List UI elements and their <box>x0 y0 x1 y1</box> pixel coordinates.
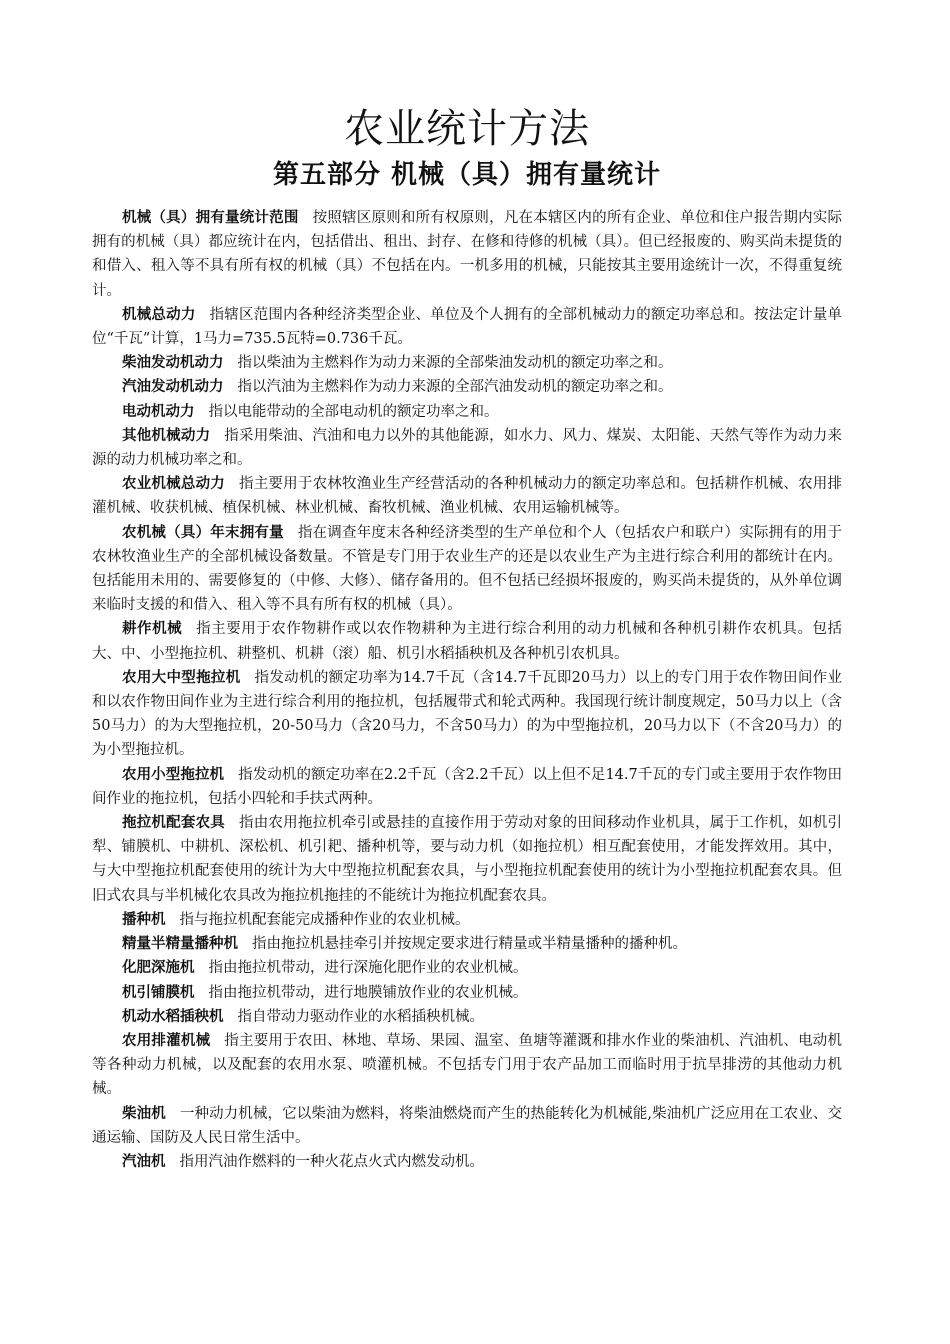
definition-term: 拖拉机配套农具 <box>122 815 225 832</box>
definition-text: 指在调查年度末各种经济类型的生产单位和个人（包括农户和联户）实际拥有的用于农林牧渔业生产的全部机械设备数量。不管是专门用于农业生产的还是以农业生产为主进行综合利用的都统计在内。包括能用未用的、需要修复的（中修、大修）、储存备用的。但不包括已经损坏报废的，购买尚未提货的，从外单位调来临时支援的和借入、租入等不具有所有权的机械（具）。 <box>92 524 843 614</box>
document-title: 农业统计方法 <box>344 106 590 152</box>
definition-entry <box>92 1029 842 1102</box>
definition-text: 指自带动力驱动作业的水稻插秧机械。 <box>237 1008 484 1025</box>
definition-text: 指由拖拉机悬挂牵引并按规定要求进行精量或半精量播种的播种机。 <box>252 936 687 953</box>
definition-text: 指发动机的额定功率为14.7千瓦（含14.7千瓦即20马力）以上的专门用于农作物田间作业和以农作物田间作业为主进行综合利用的拖拉机，包括履带式和轮式两种。我国现行统计制度规定，50马力以上（含50马力）的为大型拖拉机，20-50马力（含20马力，不含50马力）的为中型拖拉机，20马力以下（不含20马力）的为小型拖拉机。 <box>92 669 842 759</box>
definition-term: 汽油机 <box>122 1153 166 1170</box>
definition-term: 机械（具）拥有量统计范围 <box>122 210 299 226</box>
definition-entry <box>92 303 842 351</box>
document-page <box>92 104 842 1174</box>
definition-text: 指以柴油为主燃料作为动力来源的全部柴油发动机的额定功率之和。 <box>237 355 673 372</box>
definition-entry <box>92 932 842 956</box>
definition-term: 汽油发动机动力 <box>122 379 224 396</box>
definition-entry <box>92 351 842 375</box>
definition-term: 机引铺膜机 <box>122 984 195 1001</box>
definition-entry <box>92 811 842 908</box>
definition-text: 指由拖拉机带动，进行深施化肥作业的农业机械。 <box>208 960 528 977</box>
definition-entry <box>92 908 842 932</box>
definition-entry <box>92 617 842 665</box>
definition-term: 耕作机械 <box>122 621 183 638</box>
definition-text: 指以汽油为主燃料作为动力来源的全部汽油发动机的额定功率之和。 <box>237 379 673 396</box>
definition-text: 一种动力机械，它以柴油为燃料，将柴油燃烧而产生的热能转化为机械能,柴油机广泛应用在工农业、交通运输、国防及人民日常生活中。 <box>92 1105 843 1146</box>
definition-text: 指主要用于农田、林地、草场、果园、温室、鱼塘等灌溉和排水作业的柴油机、汽油机、电动机等各种动力机械，以及配套的农用水泵、喷灌机械。不包括专门用于农产品加工而临时用于抗旱排涝的其他动力机械。 <box>92 1032 843 1098</box>
section-heading: 第五部分 机械（具）拥有量统计 <box>272 160 662 190</box>
definition-text: 指主要用于农林牧渔业生产经营活动的各种机械动力的额定功率总和。包括耕作机械、农用排灌机械、收获机械、植保机械、林业机械、畜牧机械、渔业机械、农用运输机械等。 <box>92 476 843 517</box>
definition-term: 机动水稻插秧机 <box>122 1008 224 1025</box>
definition-entry <box>92 375 842 399</box>
definition-list <box>92 206 842 1174</box>
definition-term: 柴油机 <box>122 1105 166 1122</box>
definition-text: 指采用柴油、汽油和电力以外的其他能源，如水力、风力、煤炭、太阳能、天然气等作为动力来源的动力机械功率之和。 <box>92 427 843 469</box>
definition-term: 农业机械总动力 <box>122 476 225 493</box>
definition-term: 农机械（具）年末拥有量 <box>122 524 284 541</box>
definition-entry <box>92 206 842 303</box>
definition-term: 农用排灌机械 <box>122 1032 211 1049</box>
definition-entry <box>92 981 842 1005</box>
definition-term: 精量半精量播种机 <box>122 936 238 953</box>
definition-term: 柴油发动机动力 <box>122 355 224 372</box>
definition-entry <box>92 424 842 472</box>
definition-entry <box>92 472 842 520</box>
definition-entry <box>92 666 842 763</box>
definition-text: 指主要用于农作物耕作或以农作物耕种为主进行综合利用的动力机械和各种机引耕作农机具。包括大、中、小型拖拉机、耕整机、机耕（滚）船、机引水稻插秧机及各种机引农机具。 <box>92 621 843 662</box>
definition-term: 其他机械动力 <box>122 427 211 444</box>
definition-term: 农用小型拖拉机 <box>122 766 225 783</box>
definition-text: 指辖区范围内各种经济类型企业、单位及个人拥有的全部机械动力的额定功率总和。按法定计量单位“千瓦”计算，1马力=735.5瓦特=0.736千瓦。 <box>92 306 843 348</box>
definition-entry <box>92 763 842 811</box>
definition-text: 指以电能带动的全部电动机的额定功率之和。 <box>208 403 499 420</box>
definition-entry <box>92 521 842 618</box>
definition-text: 指用汽油作燃料的一种火花点火式内燃发动机。 <box>179 1153 484 1170</box>
definition-text: 指发动机的额定功率在2.2千瓦（含2.2千瓦）以上但不足14.7千瓦的专门或主要用于农作物田间作业的拖拉机，包括小四轮和手扶式两种。 <box>92 766 842 807</box>
definition-term: 电动机动力 <box>122 403 195 420</box>
definition-entry <box>92 1150 842 1174</box>
definition-term: 机械总动力 <box>122 306 196 323</box>
definition-term: 化肥深施机 <box>122 960 195 977</box>
definition-entry <box>92 1102 842 1150</box>
definition-term: 播种机 <box>122 911 166 928</box>
definition-text: 指由农用拖拉机牵引或悬挂的直接作用于劳动对象的田间移动作业机具，属于工作机，如机引犁、铺膜机、中耕机、深松机、机引耙、播种机等，要与动力机（如拖拉机）相互配套使用，才能发挥效用。其中，与大中型拖拉机配套使用的统计为大中型拖拉机配套农具，与小型拖拉机配套使用的统计为小型拖拉机配套农具。但旧式农具与半机械化农具改为拖拉机拖挂的不能统计为拖拉机配套农具。 <box>92 815 843 904</box>
definition-text: 指由拖拉机带动，进行地膜铺放作业的农业机械。 <box>208 984 528 1001</box>
definition-entry <box>92 400 842 424</box>
definition-text: 指与拖拉机配套能完成播种作业的农业机械。 <box>179 911 470 928</box>
definition-entry <box>92 956 842 980</box>
definition-entry <box>92 1005 842 1029</box>
definition-term: 农用大中型拖拉机 <box>122 669 241 686</box>
definition-text: 按照辖区原则和所有权原则，凡在本辖区内的所有企业、单位和住户报告期内实际拥有的机械（具）都应统计在内，包括借出、租出、封存、在修和待修的机械（具）。但已经报废的、购买尚未提货的和借入、租入等不具有所有权的机械（具）不包括在内。一机多用的机械，只能按其主要用途统计一次，不得重复统计。 <box>92 210 843 299</box>
